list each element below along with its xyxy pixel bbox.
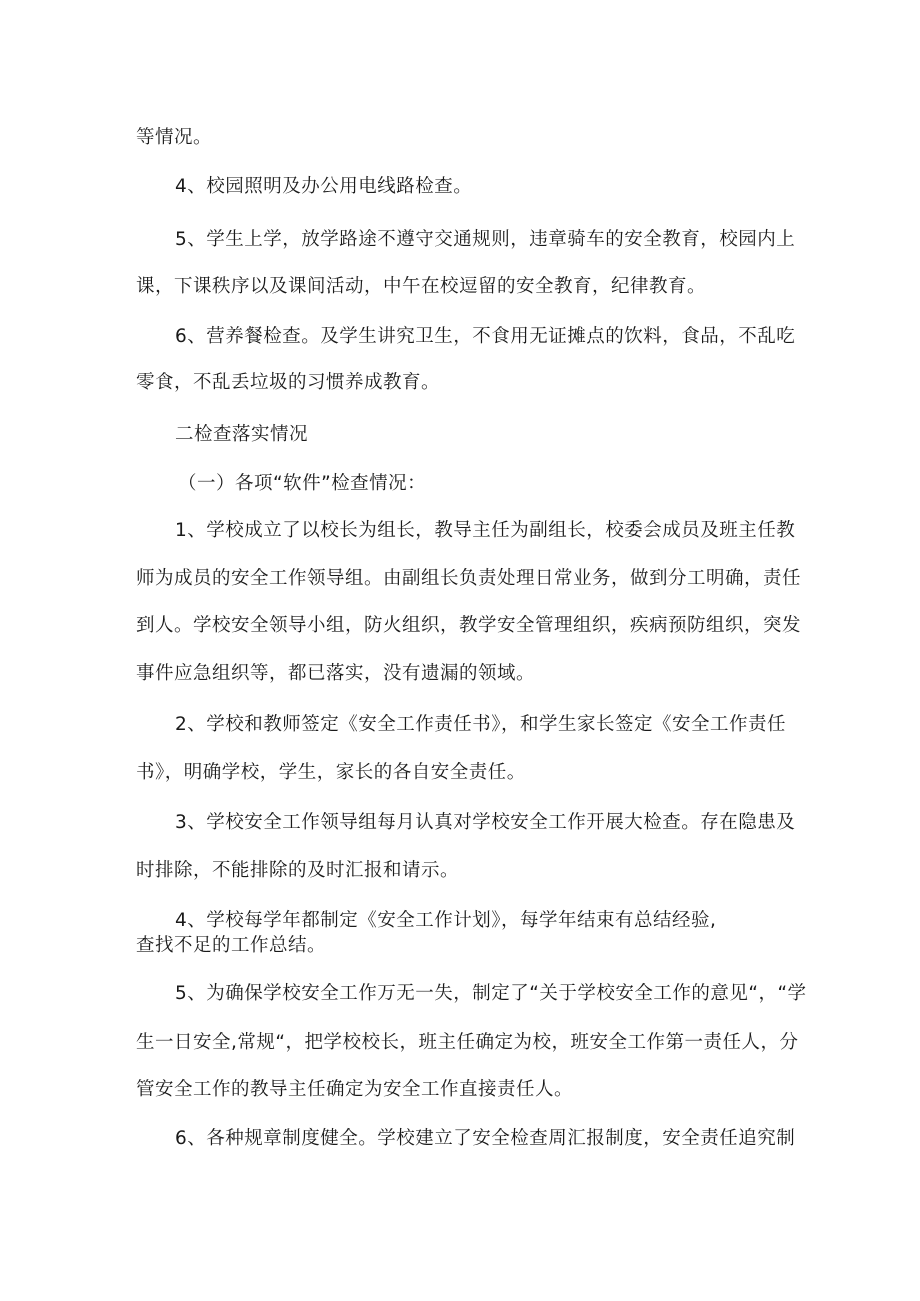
text-line: 3、学校安全工作领导组每月认真对学校安全工作开展大检查。存在隐患及	[175, 812, 796, 833]
text-line: 6、各种规章制度健全。学校建立了安全检查周汇报制度，安全责任追究制	[175, 1128, 796, 1149]
text-line: 零食，不乱丢垃圾的习惯养成教育。	[136, 372, 441, 393]
text-line: 4、学校每学年都制定《安全工作计划》，每学年结束有总结经验,	[175, 910, 717, 931]
section-heading: 二检查落实情况	[175, 424, 309, 445]
text-line: 到人。学校安全领导小组，防火组织，教学安全管理组织，疾病预防组织，突发	[136, 615, 802, 636]
text-line: 4、校园照明及办公用电线路检查。	[175, 176, 473, 197]
subsection-heading: （一）各项“软件”检查情况：	[178, 473, 427, 494]
text-line: 课，下课秩序以及课间活动，中午在校逗留的安全教育，纪律教育。	[136, 276, 707, 297]
text-line: 5、为确保学校安全工作万无一失，制定了“关于学校安全工作的意见“，“学	[175, 983, 807, 1004]
text-line: 时排除，不能排除的及时汇报和请示。	[136, 860, 460, 881]
text-line: 等情况。	[136, 127, 213, 148]
text-line: 生一日安全,常规“，把学校校长，班主任确定为校，班安全工作第一责任人，分	[136, 1032, 799, 1053]
text-line: 查找不足的工作总结。	[136, 935, 327, 956]
text-line: 事件应急组织等，都已落实，没有遗漏的领域。	[136, 663, 536, 684]
text-line: 师为成员的安全工作领导组。由副组长负责处理日常业务，做到分工明确，责任	[136, 568, 802, 589]
text-line: 2、学校和教师签定《安全工作责任书》，和学生家长签定《安全工作责任	[175, 714, 787, 735]
text-line: 6、营养餐检查。及学生讲究卫生，不食用无证摊点的饮料，食品，不乱吃	[175, 326, 796, 347]
text-line: 书》，明确学校，学生，家长的各自安全责任。	[136, 762, 526, 783]
text-line: 1、学校成立了以校长为组长，教导主任为副组长，校委会成员及班主任教	[175, 520, 796, 541]
text-line: 5、学生上学，放学路途不遵守交通规则，违章骑车的安全教育，校园内上	[175, 229, 796, 250]
text-line: 管安全工作的教导主任确定为安全工作直接责任人。	[136, 1079, 574, 1100]
